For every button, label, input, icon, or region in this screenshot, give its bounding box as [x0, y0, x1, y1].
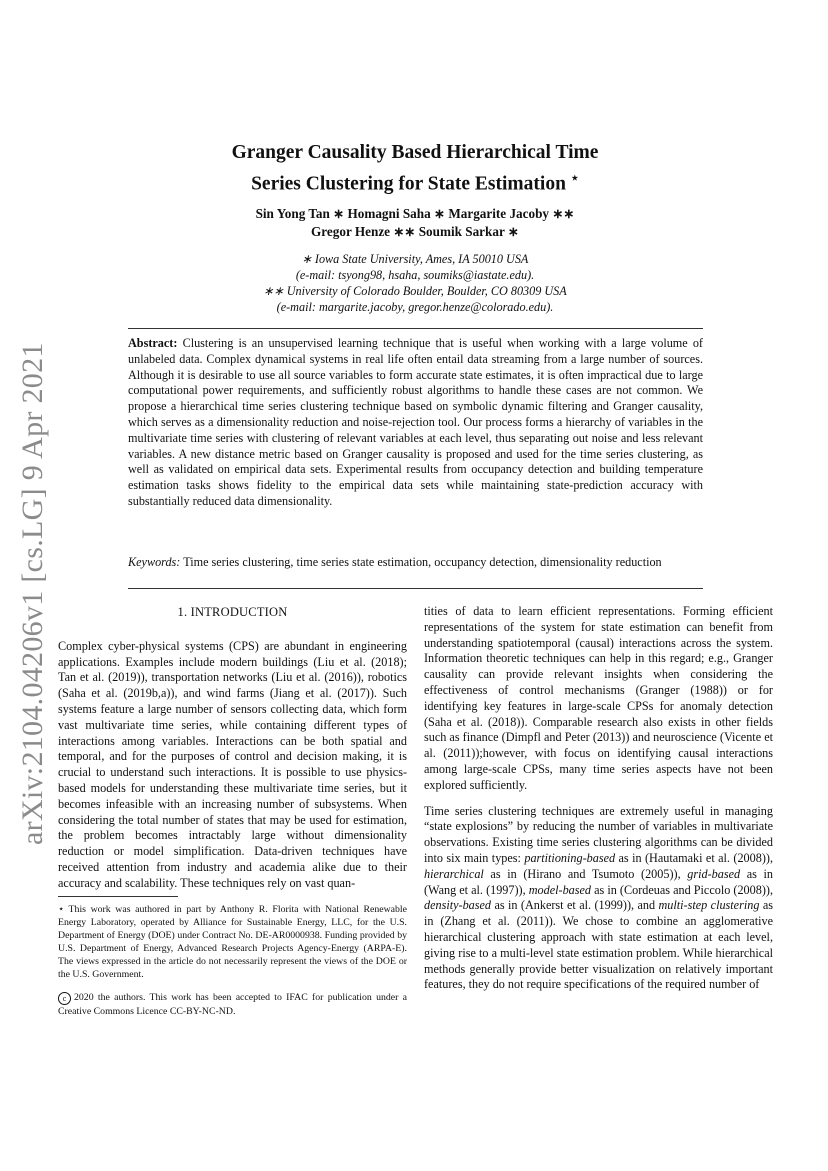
emphasis-term: model-based — [528, 882, 592, 897]
paragraph-text: as in (Hautamaki et al. (2008)), — [615, 850, 773, 865]
intro-paragraph-continued: tities of data to learn efficient representations. Forming efficient representations of the system for state estimation can benefit from understanding spatiotemporal (causal) interactions across the system. Information theoretic techniques can help in this regard; e.g., Granger causality can provide relevant insights when considering the effectiveness of control mechanisms (Granger (1988)) or for identifying key features in large-scale CPSs for anomaly detection (Saha et al. (2018)). Comparable research also exists in other fields such as finance (Dimpfl and Peter (2013)) and neuroscience (Vicente et al. (2011));however, with focus on identifying causal interactions among large-scale CPSs, many time series aspects have not been explored sufficiently. — [424, 604, 773, 792]
clustering-paragraph — [424, 804, 773, 994]
affiliation-line: ∗ Iowa State University, Ames, IA 50010 USA — [301, 252, 529, 266]
keywords — [128, 555, 703, 571]
paragraph-text: as in (Ankerst et al. (1999)), and — [491, 898, 659, 913]
title-line-1: Granger Causality Based Hierarchical Time — [231, 142, 599, 163]
emphasis-term: multi-step clustering — [658, 898, 760, 913]
emphasis-term: grid-based — [687, 866, 741, 881]
title-line-2-text: Series Clustering for State Estimation — [251, 173, 566, 195]
abstract-top-rule — [128, 328, 703, 329]
emphasis-term: density-based — [424, 898, 492, 913]
abstract — [128, 336, 703, 510]
footnote-rule — [58, 896, 178, 897]
paragraph-text: as in (Wang et al. (1997)), — [424, 866, 773, 897]
right-column — [424, 604, 773, 993]
copyright-notice — [58, 991, 407, 1018]
copyright-text: 2020 the authors. This work has been accepted to IFAC for publication under a Creative Commons Licence CC-BY-NC-ND. — [58, 992, 407, 1018]
intro-paragraph: Complex cyber-physical systems (CPS) are abundant in engineering applications. Examples include modern buildings (Liu et al. (2018); Tan et al. (2019)), transportation networks (Liu et al. (2016)), robotics (Saha et al. (2019b,a)), and wind farms (Jiang et al. (2017)). Such systems feature a large number of sensors collecting data, which form vast multivariate time series, while containing different types of interactions among variables. Interactions can be both spatial and temporal, and for the purposes of control and decision making, it is crucial to understand such interactions. It is possible to use physics-based models for understanding these multivariate time series, but it becomes infeasible with an increasing number of subsystems. When considering the total number of states that may be used for estimation, the problem becomes intractably large without dimensionality reduction or model simplification. Data-driven techniques have received attention from industry and academia alike due to their accuracy and scalability. These techniques rely on vast quan- — [58, 638, 407, 890]
paragraph-text: as in (Cordeuas and Piccolo (2008)), — [591, 882, 773, 897]
affiliation-line: (e-mail: tsyong98, hsaha, soumiks@iastate.edu). — [295, 268, 535, 282]
left-column — [58, 605, 407, 1018]
paragraph-text: as in (Hirano and Tsumoto (2005)), — [483, 866, 688, 881]
affiliation-line: ∗∗ University of Colorado Boulder, Boulder, CO 80309 USA — [263, 284, 567, 298]
keywords-label: Keywords: — [128, 555, 181, 569]
abstract-label: Abstract: — [128, 336, 178, 350]
affiliations — [130, 251, 700, 315]
affiliation-line: (e-mail: margarite.jacoby, gregor.henze@colorado.edu). — [276, 300, 554, 314]
copyright-icon: c — [58, 992, 71, 1005]
abstract-text: Clustering is an unsupervised learning technique that is useful when working with a large volume of unlabeled data. Complex dynamical systems in real life often entail data streaming from a large number of sources. Although it is desirable to use all source variables to form accurate state estimates, it is often impractical due to large computational power requirements, and sufficiently robust algorithms to handle these cases are not common. We propose a hierarchical time series clustering technique based on symbolic dynamic filtering and Granger causality, which serves as a dimensionality reduction and noise-rejection tool. Our process forms a hierarchy of variables in the multivariate time series with clustering of relevant variables at each level, thus separating out noise and less relevant variables. A new distance metric based on Granger causality is proposed and used for the time series clustering, as well as validated on empirical data sets. Experimental results from occupancy detection and building temperature estimation tasks shows fidelity to the empirical data sets while maintaining state-prediction accuracy with substantially reduced data dimensionality. — [128, 336, 703, 508]
title-footnote-mark: ⋆ — [570, 170, 579, 185]
paragraph-text: Time series clustering techniques are extremely useful in managing “state explosions” by reducing the number of variables in multivariate observations. Existing time series clustering algorithms can be divided into six main types: — [424, 803, 773, 865]
footnote: ⋆ This work was authored in part by Anthony R. Florita with National Renewable Energy Laboratory, operated by Alliance for Sustainable Energy, LLC, for the U.S. Department of Energy (DOE) under Contract No. DE-AR0000938. Funding provided by U.S. Department of Energy, Advanced Research Projects Agency-Energy (ARPA-E). The views expressed in the article do not necessarily represent the views of the DOE or the U.S. Government. — [58, 903, 407, 981]
author-list — [130, 205, 700, 241]
keywords-text: Time series clustering, time series state estimation, occupancy detection, dimensionality reduction — [183, 555, 662, 569]
authors-line-2: Gregor Henze ∗∗ Soumik Sarkar ∗ — [311, 224, 519, 239]
paragraph-text: as in (Zhang et al. (2011)). We chose to combine an agglomerative hierarchical clustering approach with state estimation at each level, giving rise to a multi-level state estimation problem. While hierarchical methods generally provide better visualization on relatively important features, they do not require specifications of the required number of — [424, 898, 773, 992]
section-heading: 1. INTRODUCTION — [177, 605, 288, 619]
authors-line-1: Sin Yong Tan ∗ Homagni Saha ∗ Margarite Jacoby ∗∗ — [255, 206, 575, 221]
paper-title — [130, 140, 700, 197]
arxiv-identifier: arXiv:2104.04206v1 [cs.LG] 9 Apr 2021 — [16, 342, 49, 845]
emphasis-term: hierarchical — [424, 866, 484, 881]
title-line-2 — [130, 165, 700, 197]
abstract-bottom-rule — [128, 588, 703, 589]
emphasis-term: partitioning-based — [524, 850, 616, 865]
